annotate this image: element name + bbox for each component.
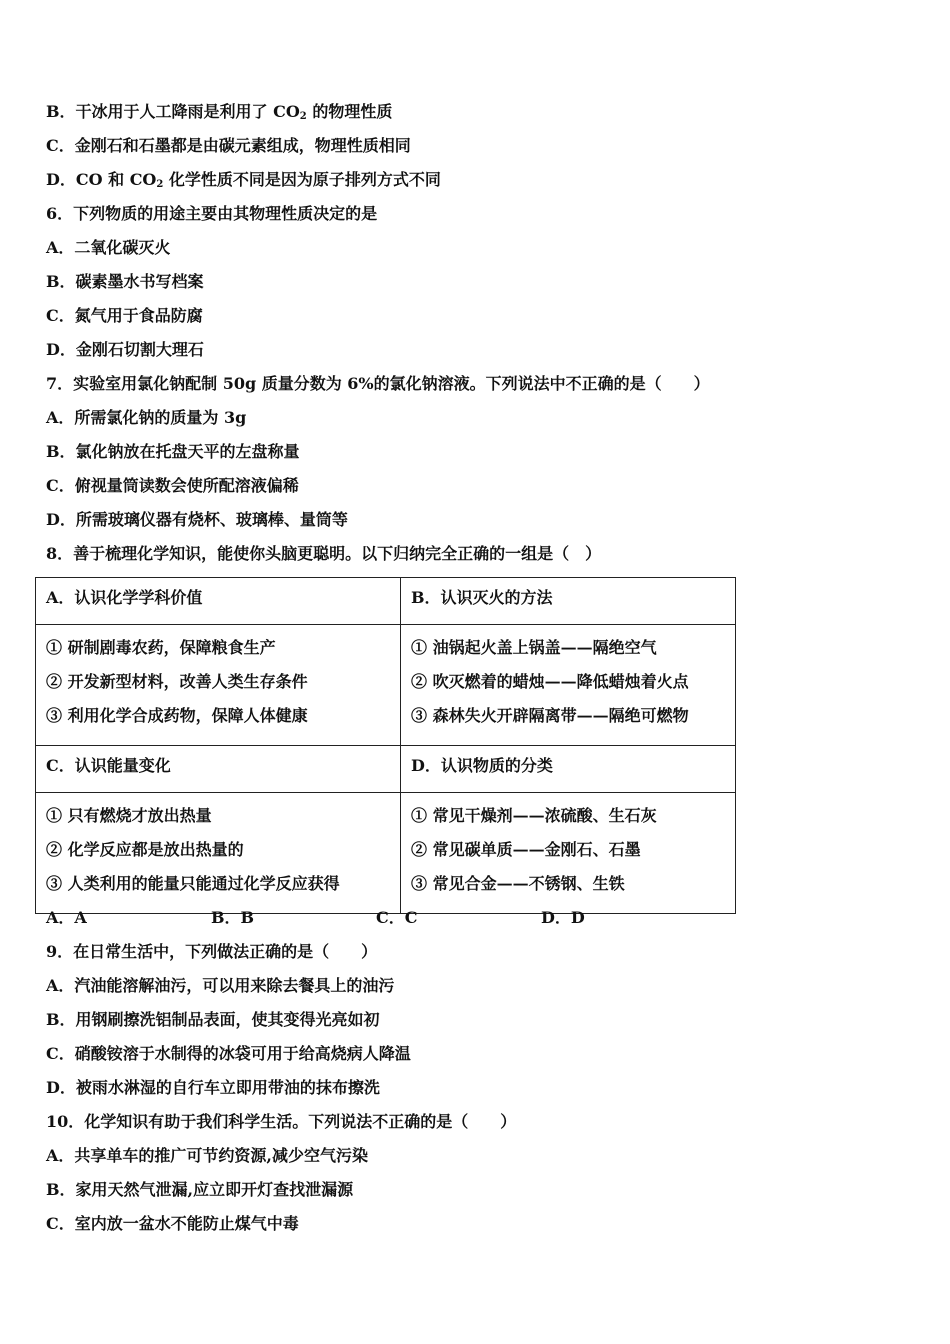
option-6a: A．二氧化碳灭火: [46, 238, 171, 257]
list-item: ① 只有燃烧才放出热量: [46, 806, 212, 825]
option-6b: B．碳素墨水书写档案: [46, 272, 204, 291]
option-10c: C．室内放一盆水不能防止煤气中毒: [46, 1214, 299, 1233]
option-9d: D．被雨水淋湿的自行车立即用带油的抹布擦洗: [46, 1078, 380, 1097]
cell-a-title: A．认识化学学科价值: [36, 578, 401, 625]
list-item: ③ 常见合金——不锈钢、生铁: [411, 874, 625, 893]
option-8b: B．B: [211, 908, 255, 927]
option-7d: D．所需玻璃仪器有烧杯、玻璃棒、量筒等: [46, 510, 348, 529]
list-item: ③ 利用化学合成药物，保障人体健康: [46, 706, 308, 725]
option-6d: D．金刚石切割大理石: [46, 340, 204, 359]
option-10b: B．家用天然气泄漏,应立即开灯查找泄漏源: [46, 1180, 354, 1199]
option-7c: C．俯视量筒读数会使所配溶液偏稀: [46, 476, 299, 495]
option-8c: C．C: [376, 908, 418, 927]
list-item: ② 常见碳单质——金刚石、石墨: [411, 840, 641, 859]
cell-d-items: [401, 793, 736, 914]
question-8: 8．善于梳理化学知识，能使你头脑更聪明。以下归纳完全正确的一组是（ ）: [46, 544, 602, 563]
cell-c-title: C．认识能量变化: [36, 746, 401, 793]
option-5b: B．干冰用于人工降雨是利用了 $CO_2$ 的物理性质: [46, 102, 393, 122]
question-7: 7．实验室用氯化钠配制 50g 质量分数为 6%的氯化钠溶液。下列说法中不正确的是（ ）: [46, 374, 710, 393]
cell-b-items: [401, 625, 736, 746]
option-8a: A．A: [46, 908, 87, 927]
option-10a: A．共享单车的推广可节约资源,减少空气污染: [46, 1146, 368, 1165]
cell-d-title: D．认识物质的分类: [401, 746, 736, 793]
list-item: ③ 人类利用的能量只能通过化学反应获得: [46, 874, 340, 893]
list-item: ② 化学反应都是放出热量的: [46, 840, 244, 859]
question-10: 10．化学知识有助于我们科学生活。下列说法不正确的是（ ）: [46, 1112, 517, 1131]
cell-c-items: [36, 793, 401, 914]
list-item: ② 开发新型材料，改善人类生存条件: [46, 672, 308, 691]
cell-b-title: B．认识灭火的方法: [401, 578, 736, 625]
option-9c: C．硝酸铵溶于水制得的冰袋可用于给高烧病人降温: [46, 1044, 411, 1063]
list-item: ① 油锅起火盖上锅盖——隔绝空气: [411, 638, 657, 657]
list-item: ③ 森林失火开辟隔离带——隔绝可燃物: [411, 706, 689, 725]
option-7a: A．所需氯化钠的质量为 3g: [46, 408, 247, 427]
option-9b: B．用钢刷擦洗铝制品表面，使其变得光亮如初: [46, 1010, 380, 1029]
question-6: 6．下列物质的用途主要由其物理性质决定的是: [46, 204, 378, 223]
list-item: ① 研制剧毒农药，保障粮食生产: [46, 638, 276, 657]
option-9a: A．汽油能溶解油污，可以用来除去餐具上的油污: [46, 976, 395, 995]
knowledge-table: [35, 577, 736, 914]
option-7b: B．氯化钠放在托盘天平的左盘称量: [46, 442, 300, 461]
cell-a-items: [36, 625, 401, 746]
list-item: ① 常见干燥剂——浓硫酸、生石灰: [411, 806, 657, 825]
question-9: 9．在日常生活中，下列做法正确的是（ ）: [46, 942, 378, 961]
option-5c: C．金刚石和石墨都是由碳元素组成，物理性质相同: [46, 136, 411, 155]
option-6c: C．氮气用于食品防腐: [46, 306, 203, 325]
option-8d: D．D: [541, 908, 585, 927]
list-item: ② 吹灭燃着的蜡烛——降低蜡烛着火点: [411, 672, 689, 691]
option-5d: D．CO 和 $CO_2$ 化学性质不同是因为原子排列方式不同: [46, 170, 441, 190]
